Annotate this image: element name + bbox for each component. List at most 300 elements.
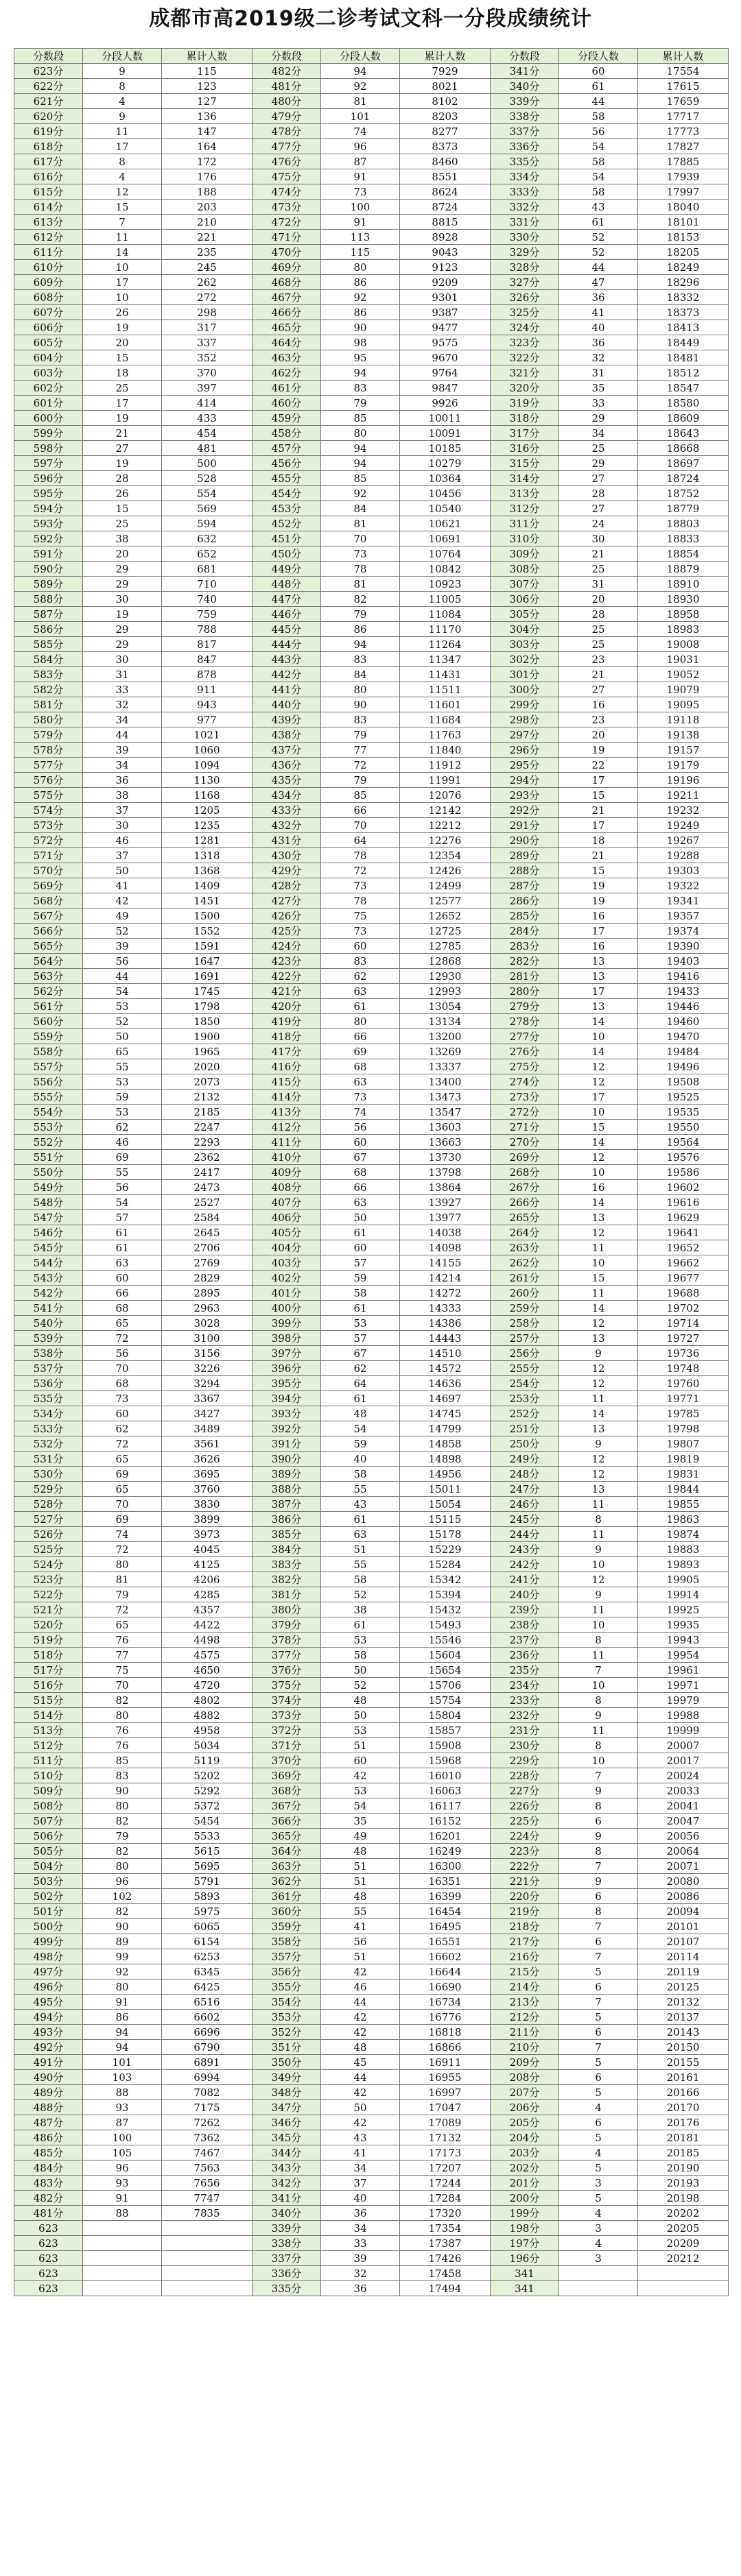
cumulative-cell: 16644	[400, 1964, 491, 1979]
count-cell: 39	[83, 939, 162, 954]
score-cell: 341分	[252, 2191, 321, 2206]
count-cell: 40	[321, 2191, 400, 2206]
count-cell: 81	[321, 577, 400, 592]
cumulative-cell: 10540	[400, 501, 491, 516]
table-row	[14, 350, 729, 365]
table-row	[14, 275, 729, 290]
score-cell: 499分	[14, 1934, 83, 1949]
score-cell: 351分	[252, 2040, 321, 2055]
table-row	[14, 908, 729, 924]
table-row	[14, 893, 729, 908]
cumulative-cell: 19629	[638, 1210, 729, 1225]
table-row	[14, 1648, 729, 1663]
count-cell: 49	[83, 908, 162, 924]
count-cell: 73	[321, 1090, 400, 1105]
header-count: 分段人数	[83, 49, 162, 64]
count-cell: 14	[559, 1014, 638, 1029]
cumulative-cell: 2895	[162, 1286, 252, 1301]
score-cell: 281分	[491, 969, 559, 984]
cumulative-cell: 115	[162, 64, 252, 79]
cumulative-cell: 12426	[400, 863, 491, 878]
score-cell: 391分	[252, 1436, 321, 1452]
score-cell: 406分	[252, 1210, 321, 1225]
score-cell: 218分	[491, 1919, 559, 1934]
score-cell: 368分	[252, 1783, 321, 1798]
count-cell: 26	[83, 486, 162, 501]
table-row	[14, 215, 729, 230]
cumulative-cell: 5893	[162, 1889, 252, 1904]
table-row	[14, 1768, 729, 1783]
cumulative-cell: 9209	[400, 275, 491, 290]
cumulative-cell: 454	[162, 426, 252, 441]
score-cell: 459分	[252, 411, 321, 426]
score-cell: 370分	[252, 1753, 321, 1768]
cumulative-cell: 9926	[400, 396, 491, 411]
cumulative-cell: 11840	[400, 743, 491, 758]
count-cell: 6	[559, 1979, 638, 1995]
cumulative-cell: 203	[162, 200, 252, 215]
score-cell: 513分	[14, 1723, 83, 1738]
score-cell: 349分	[252, 2070, 321, 2085]
score-cell: 521分	[14, 1602, 83, 1617]
cumulative-cell: 4575	[162, 1648, 252, 1663]
count-cell: 61	[321, 1225, 400, 1240]
count-cell: 13	[559, 999, 638, 1014]
cumulative-cell: 1281	[162, 833, 252, 848]
count-cell: 82	[83, 1904, 162, 1919]
score-cell: 268分	[491, 1165, 559, 1180]
count-cell: 20	[83, 335, 162, 350]
score-cell: 204分	[491, 2130, 559, 2145]
score-cell: 546分	[14, 1225, 83, 1240]
count-cell: 52	[559, 230, 638, 245]
cumulative-cell: 15394	[400, 1587, 491, 1602]
score-cell: 347分	[252, 2100, 321, 2115]
table-row	[14, 954, 729, 969]
score-cell: 255分	[491, 1361, 559, 1376]
count-cell: 37	[321, 2176, 400, 2191]
count-cell: 19	[559, 878, 638, 893]
score-cell: 474分	[252, 184, 321, 200]
count-cell: 9	[559, 1783, 638, 1798]
score-cell: 498分	[14, 1949, 83, 1964]
count-cell: 73	[321, 878, 400, 893]
count-cell: 50	[321, 1663, 400, 1678]
table-row	[14, 667, 729, 682]
count-cell: 83	[83, 1768, 162, 1783]
header-row	[14, 49, 729, 64]
table-row	[14, 1225, 729, 1240]
count-cell: 101	[83, 2055, 162, 2070]
table-row	[14, 2206, 729, 2221]
count-cell: 67	[321, 1346, 400, 1361]
score-cell: 248分	[491, 1467, 559, 1482]
score-cell: 503分	[14, 1874, 83, 1889]
cumulative-cell: 1318	[162, 848, 252, 863]
count-cell: 15	[83, 350, 162, 365]
count-cell: 19	[559, 743, 638, 758]
count-cell: 13	[559, 1421, 638, 1436]
score-cell: 423分	[252, 954, 321, 969]
cumulative-cell: 19550	[638, 1120, 729, 1135]
score-cell: 271分	[491, 1120, 559, 1135]
score-cell: 452分	[252, 516, 321, 531]
score-cell: 448分	[252, 577, 321, 592]
score-cell: 291分	[491, 818, 559, 833]
cumulative-cell: 2073	[162, 1074, 252, 1090]
count-cell: 34	[321, 2221, 400, 2236]
count-cell: 50	[83, 863, 162, 878]
score-cell: 454分	[252, 486, 321, 501]
cumulative-cell: 3830	[162, 1497, 252, 1512]
cumulative-cell: 13603	[400, 1120, 491, 1135]
cumulative-cell: 19855	[638, 1497, 729, 1512]
cumulative-cell: 172	[162, 154, 252, 169]
count-cell: 15	[83, 501, 162, 516]
score-cell: 392分	[252, 1421, 321, 1436]
cumulative-cell: 19925	[638, 1602, 729, 1617]
score-cell: 616分	[14, 169, 83, 184]
cumulative-cell: 15968	[400, 1753, 491, 1768]
score-cell: 333分	[491, 184, 559, 200]
cumulative-cell: 12354	[400, 848, 491, 863]
table-row	[14, 1859, 729, 1874]
score-cell: 250分	[491, 1436, 559, 1452]
count-cell: 70	[83, 1497, 162, 1512]
cumulative-cell: 20086	[638, 1889, 729, 1904]
score-cell: 509分	[14, 1783, 83, 1798]
cumulative-cell: 19914	[638, 1587, 729, 1602]
table-row	[14, 2191, 729, 2206]
cumulative-cell: 123	[162, 79, 252, 94]
score-cell: 339分	[252, 2221, 321, 2236]
score-cell: 605分	[14, 335, 83, 350]
cumulative-cell: 20047	[638, 1814, 729, 1829]
table-row	[14, 1964, 729, 1979]
score-cell: 366分	[252, 1814, 321, 1829]
cumulative-cell: 8203	[400, 109, 491, 124]
cumulative-cell: 10842	[400, 562, 491, 577]
score-cell: 554分	[14, 1105, 83, 1120]
cumulative-cell: 19971	[638, 1678, 729, 1693]
count-cell: 28	[559, 607, 638, 622]
count-cell: 82	[83, 1844, 162, 1859]
count-cell: 20	[83, 546, 162, 562]
cumulative-cell: 10091	[400, 426, 491, 441]
cumulative-cell: 2706	[162, 1240, 252, 1255]
count-cell: 13	[559, 969, 638, 984]
score-cell: 279分	[491, 999, 559, 1014]
score-cell: 491分	[14, 2055, 83, 2070]
table-row	[14, 2221, 729, 2236]
count-cell: 20	[559, 592, 638, 607]
cumulative-cell: 19863	[638, 1512, 729, 1527]
score-cell: 256分	[491, 1346, 559, 1361]
table-row	[14, 1783, 729, 1798]
table-row	[14, 1723, 729, 1738]
cumulative-cell: 4720	[162, 1678, 252, 1693]
score-cell: 229分	[491, 1753, 559, 1768]
cumulative-cell: 16010	[400, 1768, 491, 1783]
cumulative-cell: 7929	[400, 64, 491, 79]
score-cell: 326分	[491, 290, 559, 305]
score-cell: 318分	[491, 411, 559, 426]
cumulative-cell: 19249	[638, 818, 729, 833]
score-cell: 261分	[491, 1271, 559, 1286]
cumulative-cell: 15284	[400, 1557, 491, 1572]
score-cell: 296分	[491, 743, 559, 758]
count-cell: 81	[83, 1572, 162, 1587]
cumulative-cell: 5119	[162, 1753, 252, 1768]
count-cell: 50	[321, 1210, 400, 1225]
count-cell: 65	[83, 1452, 162, 1467]
count-cell: 46	[83, 833, 162, 848]
cumulative-cell: 11431	[400, 667, 491, 682]
score-cell: 404分	[252, 1240, 321, 1255]
table-row	[14, 1949, 729, 1964]
cumulative-cell: 8373	[400, 139, 491, 154]
table-row	[14, 94, 729, 109]
score-cell: 447分	[252, 592, 321, 607]
count-cell: 17	[559, 984, 638, 999]
cumulative-cell: 18249	[638, 260, 729, 275]
score-cell: 221分	[491, 1874, 559, 1889]
count-cell: 11	[559, 1648, 638, 1663]
cumulative-cell: 14386	[400, 1316, 491, 1331]
cumulative-cell: 1168	[162, 788, 252, 803]
score-cell: 568分	[14, 893, 83, 908]
table-row	[14, 1361, 729, 1376]
count-cell: 58	[321, 1286, 400, 1301]
cumulative-cell: 4802	[162, 1693, 252, 1708]
cumulative-cell: 19736	[638, 1346, 729, 1361]
score-cell: 482分	[14, 2191, 83, 2206]
score-cell: 263分	[491, 1240, 559, 1255]
cumulative-cell: 18449	[638, 335, 729, 350]
count-cell: 59	[83, 1090, 162, 1105]
count-cell: 10	[559, 1255, 638, 1271]
count-cell: 15	[83, 200, 162, 215]
score-cell: 532分	[14, 1436, 83, 1452]
cumulative-cell: 14697	[400, 1391, 491, 1406]
count-cell: 36	[559, 335, 638, 350]
score-cell: 479分	[252, 109, 321, 124]
count-cell: 52	[321, 1678, 400, 1693]
score-cell: 570分	[14, 863, 83, 878]
table-row	[14, 622, 729, 637]
cumulative-cell: 18153	[638, 230, 729, 245]
table-row	[14, 1844, 729, 1859]
score-cell: 282分	[491, 954, 559, 969]
count-cell: 36	[321, 2206, 400, 2221]
count-cell: 16	[559, 1180, 638, 1195]
count-cell: 66	[83, 1286, 162, 1301]
count-cell: 38	[83, 788, 162, 803]
cumulative-cell: 17939	[638, 169, 729, 184]
cumulative-cell	[162, 2266, 252, 2281]
score-cell: 339分	[491, 94, 559, 109]
count-cell: 24	[559, 516, 638, 531]
cumulative-cell: 3760	[162, 1482, 252, 1497]
score-cell: 589分	[14, 577, 83, 592]
score-cell: 243分	[491, 1542, 559, 1557]
count-cell: 44	[321, 2070, 400, 2085]
cumulative-cell: 20161	[638, 2070, 729, 2085]
cumulative-cell: 19496	[638, 1059, 729, 1074]
cumulative-cell: 20107	[638, 1934, 729, 1949]
score-cell: 507分	[14, 1814, 83, 1829]
count-cell: 57	[321, 1331, 400, 1346]
score-cell: 480分	[252, 94, 321, 109]
score-cell: 512分	[14, 1738, 83, 1753]
table-row	[14, 2070, 729, 2085]
score-cell: 344分	[252, 2145, 321, 2160]
count-cell: 52	[83, 1014, 162, 1029]
cumulative-cell: 19390	[638, 939, 729, 954]
cumulative-cell: 11264	[400, 637, 491, 652]
score-cell: 307分	[491, 577, 559, 592]
score-cell: 535分	[14, 1391, 83, 1406]
table-row	[14, 441, 729, 456]
score-cell: 246分	[491, 1497, 559, 1512]
table-row	[14, 2040, 729, 2055]
score-cell: 350分	[252, 2055, 321, 2070]
count-cell: 44	[559, 94, 638, 109]
table-row	[14, 456, 729, 471]
score-cell: 596分	[14, 471, 83, 486]
score-cell: 533分	[14, 1421, 83, 1436]
score-cell: 467分	[252, 290, 321, 305]
cumulative-cell: 8460	[400, 154, 491, 169]
count-cell: 95	[321, 350, 400, 365]
score-cell: 551分	[14, 1150, 83, 1165]
cumulative-cell: 15054	[400, 1497, 491, 1512]
score-cell: 487分	[14, 2115, 83, 2130]
table-row	[14, 2251, 729, 2266]
cumulative-cell: 20209	[638, 2236, 729, 2251]
cumulative-cell: 2829	[162, 1271, 252, 1286]
table-row	[14, 2100, 729, 2115]
score-cell: 213分	[491, 1995, 559, 2010]
count-cell: 5	[559, 2130, 638, 2145]
count-cell: 25	[83, 381, 162, 396]
table-row	[14, 1029, 729, 1044]
count-cell: 69	[83, 1467, 162, 1482]
cumulative-cell: 17047	[400, 2100, 491, 2115]
score-cell: 223分	[491, 1844, 559, 1859]
count-cell: 46	[83, 1135, 162, 1150]
count-cell: 54	[559, 139, 638, 154]
cumulative-cell: 19988	[638, 1708, 729, 1723]
score-cell: 438分	[252, 727, 321, 743]
count-cell	[83, 2266, 162, 2281]
score-cell: 593分	[14, 516, 83, 531]
count-cell: 115	[321, 245, 400, 260]
score-cell: 577分	[14, 758, 83, 773]
score-cell: 445分	[252, 622, 321, 637]
score-cell: 233分	[491, 1693, 559, 1708]
score-cell: 209分	[491, 2055, 559, 2070]
score-cell: 506分	[14, 1829, 83, 1844]
cumulative-cell: 19760	[638, 1376, 729, 1391]
table-row	[14, 1391, 729, 1406]
score-cell: 592分	[14, 531, 83, 546]
cumulative-cell: 1451	[162, 893, 252, 908]
score-cell: 239分	[491, 1602, 559, 1617]
score-cell: 290分	[491, 833, 559, 848]
cumulative-cell: 18752	[638, 486, 729, 501]
cumulative-cell: 20143	[638, 2025, 729, 2040]
score-cell: 530分	[14, 1467, 83, 1482]
score-cell: 550分	[14, 1165, 83, 1180]
score-cell: 527分	[14, 1512, 83, 1527]
score-cell: 552分	[14, 1135, 83, 1150]
cumulative-cell: 20170	[638, 2100, 729, 2115]
count-cell: 72	[321, 758, 400, 773]
cumulative-cell: 17458	[400, 2266, 491, 2281]
cumulative-cell: 136	[162, 109, 252, 124]
cumulative-cell: 15804	[400, 1708, 491, 1723]
count-cell	[83, 2251, 162, 2266]
table-row	[14, 1301, 729, 1316]
count-cell: 33	[559, 396, 638, 411]
score-cell: 415分	[252, 1074, 321, 1090]
table-row	[14, 124, 729, 139]
cumulative-cell: 17354	[400, 2221, 491, 2236]
score-cell: 497分	[14, 1964, 83, 1979]
cumulative-cell: 7563	[162, 2160, 252, 2176]
cumulative-cell: 18779	[638, 501, 729, 516]
count-cell: 4	[83, 94, 162, 109]
score-cell: 402分	[252, 1271, 321, 1286]
cumulative-cell: 17320	[400, 2206, 491, 2221]
score-cell: 286分	[491, 893, 559, 908]
count-cell: 105	[83, 2145, 162, 2160]
cumulative-cell: 262	[162, 275, 252, 290]
count-cell: 84	[321, 501, 400, 516]
cumulative-cell: 16690	[400, 1979, 491, 1995]
cumulative-cell: 19460	[638, 1014, 729, 1029]
score-cell: 249分	[491, 1452, 559, 1467]
score-cell: 259分	[491, 1301, 559, 1316]
cumulative-cell: 13200	[400, 1029, 491, 1044]
score-cell: 490分	[14, 2070, 83, 2085]
table-row	[14, 1542, 729, 1557]
cumulative-cell: 13798	[400, 1165, 491, 1180]
count-cell: 15	[559, 788, 638, 803]
cumulative-cell: 2527	[162, 1195, 252, 1210]
score-cell: 500分	[14, 1919, 83, 1934]
page-title: 成都市高2019级二诊考试文科一分段成绩统计	[149, 7, 592, 31]
count-cell: 7	[559, 1949, 638, 1964]
cumulative-cell: 20041	[638, 1798, 729, 1814]
cumulative-cell: 18373	[638, 305, 729, 320]
score-cell: 555分	[14, 1090, 83, 1105]
count-cell: 12	[559, 1150, 638, 1165]
count-cell: 14	[559, 1195, 638, 1210]
cumulative-cell: 20212	[638, 2251, 729, 2266]
cumulative-cell: 14898	[400, 1452, 491, 1467]
cumulative-cell: 4285	[162, 1587, 252, 1602]
table-row	[14, 1934, 729, 1949]
count-cell: 61	[321, 1617, 400, 1633]
cumulative-cell: 19403	[638, 954, 729, 969]
score-cell: 528分	[14, 1497, 83, 1512]
score-cell: 538分	[14, 1346, 83, 1361]
score-cell: 613分	[14, 215, 83, 230]
count-cell: 51	[321, 1874, 400, 1889]
cumulative-cell: 1235	[162, 818, 252, 833]
